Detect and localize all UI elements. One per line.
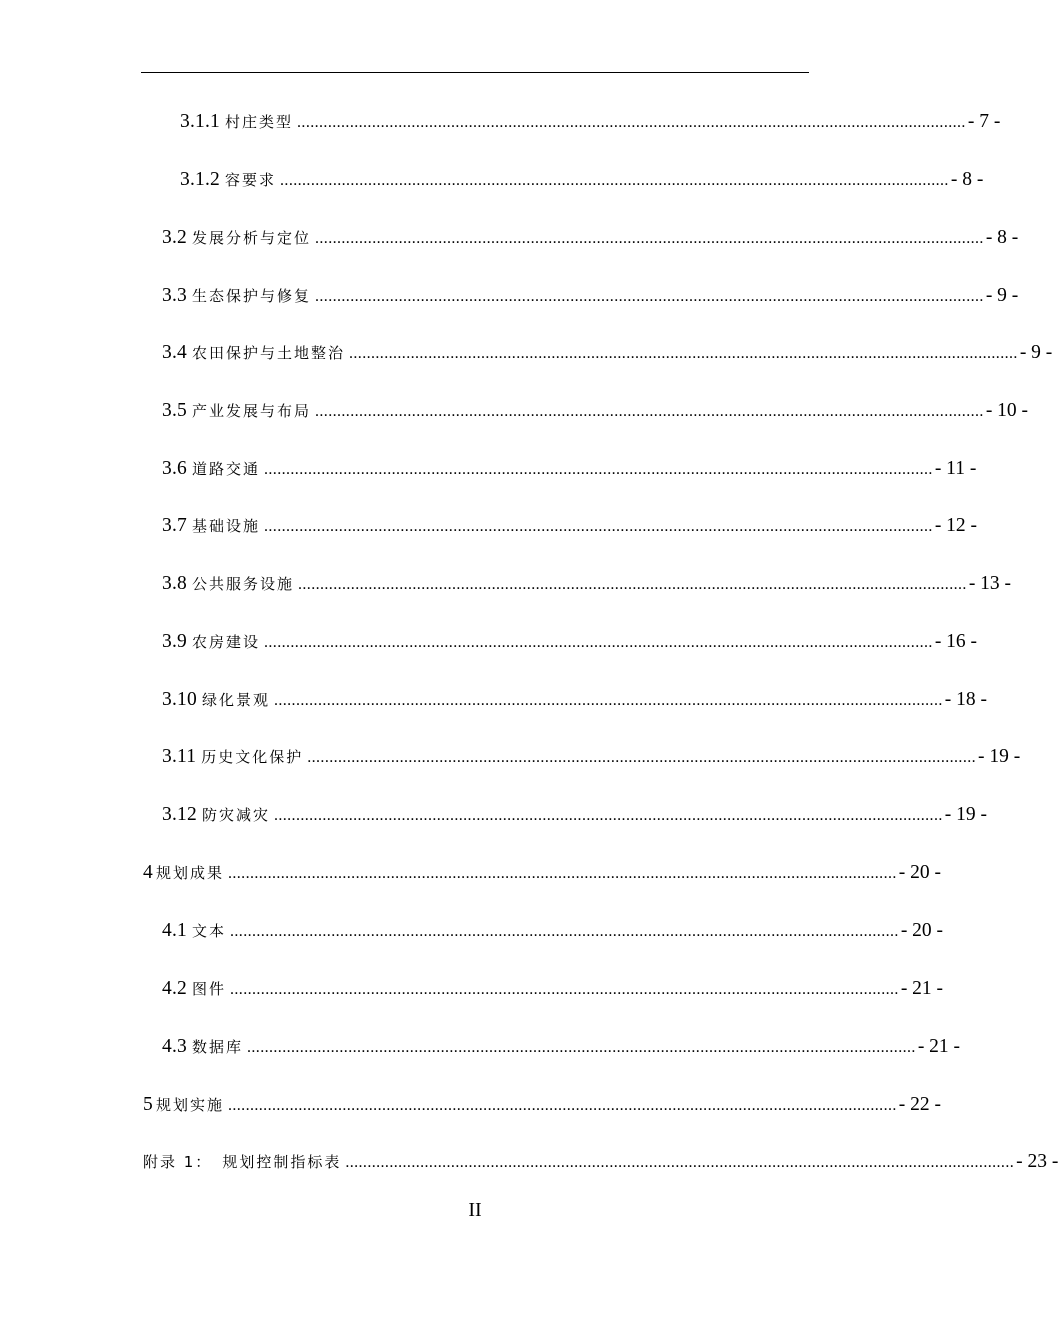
toc-number: 附录 1： bbox=[143, 1153, 213, 1171]
toc-entry-3-2[interactable] bbox=[162, 226, 1019, 250]
toc-number: 3.1.1 bbox=[180, 111, 220, 132]
toc-title: 规划实施 bbox=[155, 1096, 224, 1114]
toc-number: 3.12 bbox=[162, 804, 197, 825]
toc-leader: ........................................................................................................................................................ bbox=[230, 923, 899, 940]
toc-entry-3-1-1[interactable] bbox=[180, 110, 1001, 134]
toc-leader: ........................................................................................................................................................ bbox=[264, 634, 933, 651]
toc-leader: ........................................................................................................................................................ bbox=[273, 807, 943, 824]
toc-number: 3.6 bbox=[162, 458, 187, 479]
toc-leader: ........................................................................................................................................................ bbox=[247, 1039, 916, 1056]
toc-entry-appendix-1[interactable] bbox=[143, 1150, 1058, 1174]
toc-entry-5[interactable] bbox=[143, 1093, 942, 1117]
toc-entry-4-2[interactable] bbox=[162, 977, 944, 1001]
toc-number: 3.3 bbox=[162, 285, 187, 306]
toc-page-number: - 16 - bbox=[934, 631, 978, 652]
toc-page-number: - 20 - bbox=[900, 920, 944, 941]
toc-page-number: - 11 - bbox=[934, 458, 977, 479]
toc-page-number: - 18 - bbox=[944, 689, 988, 710]
toc-page-number: - 8 - bbox=[950, 169, 984, 190]
toc-title: 农田保护与土地整治 bbox=[191, 344, 345, 362]
toc-title: 村庄类型 bbox=[225, 113, 294, 131]
toc-leader: ........................................................................................................................................................ bbox=[315, 288, 984, 305]
toc-page-number: - 12 - bbox=[934, 515, 978, 536]
toc-title: 容要求 bbox=[225, 171, 277, 189]
toc-page-number: - 19 - bbox=[944, 804, 988, 825]
toc-number: 3.9 bbox=[162, 631, 187, 652]
toc-entry-3-6[interactable] bbox=[162, 457, 977, 481]
toc-number: 4.2 bbox=[162, 978, 187, 999]
toc-title: 发展分析与定位 bbox=[191, 229, 311, 247]
toc-title: 绿化景观 bbox=[201, 691, 270, 709]
toc-number: 3.8 bbox=[162, 573, 187, 594]
toc-title: 历史文化保护 bbox=[201, 748, 304, 766]
toc-leader: ........................................................................................................................................................ bbox=[227, 865, 897, 882]
toc-title: 规划成果 bbox=[155, 864, 224, 882]
toc-number: 4 bbox=[143, 862, 153, 883]
toc-title: 产业发展与布局 bbox=[191, 402, 311, 420]
toc-leader: ........................................................................................................................................................ bbox=[307, 749, 977, 766]
toc-page-number: - 21 - bbox=[900, 978, 944, 999]
toc-number: 3.4 bbox=[162, 342, 187, 363]
toc-leader: ........................................................................................................................................................ bbox=[273, 692, 943, 709]
toc-number: 3.7 bbox=[162, 515, 187, 536]
toc-page-number: - 22 - bbox=[898, 1094, 942, 1115]
toc-page-number: - 21 - bbox=[917, 1036, 961, 1057]
toc-entry-4-1[interactable] bbox=[162, 919, 944, 943]
toc-title: 道路交通 bbox=[191, 460, 260, 478]
toc-page-number: - 23 - bbox=[1016, 1151, 1058, 1172]
toc-leader: ........................................................................................................................................................ bbox=[315, 403, 984, 420]
toc-entry-3-12[interactable] bbox=[162, 803, 988, 827]
toc-entry-3-3[interactable] bbox=[162, 284, 1019, 308]
toc-leader: ........................................................................................................................................................ bbox=[264, 461, 933, 478]
toc-leader: ........................................................................................................................................................ bbox=[280, 172, 949, 189]
toc-entry-3-5[interactable] bbox=[162, 399, 1029, 423]
toc-entry-3-7[interactable] bbox=[162, 514, 978, 538]
toc-page-number: - 20 - bbox=[898, 862, 942, 883]
toc-number: 4.1 bbox=[162, 920, 187, 941]
toc-leader: ........................................................................................................................................................ bbox=[297, 114, 966, 131]
toc-number: 3.2 bbox=[162, 227, 187, 248]
toc-page-number: - 7 - bbox=[967, 111, 1001, 132]
toc-entry-4-3[interactable] bbox=[162, 1035, 961, 1059]
toc-entry-3-4[interactable] bbox=[162, 341, 1053, 365]
toc-title: 公共服务设施 bbox=[191, 575, 294, 593]
toc-page-number: - 13 - bbox=[968, 573, 1012, 594]
toc-entry-3-8[interactable] bbox=[162, 572, 1012, 596]
toc-number: 3.5 bbox=[162, 400, 187, 421]
toc-leader: ........................................................................................................................................................ bbox=[298, 576, 967, 593]
footer-page-number: II bbox=[468, 1199, 482, 1221]
toc-entry-3-9[interactable] bbox=[162, 630, 978, 654]
toc-number: 3.1.2 bbox=[180, 169, 220, 190]
toc-leader: ........................................................................................................................................................ bbox=[264, 518, 933, 535]
toc-title: 防灾减灾 bbox=[201, 806, 270, 824]
toc-title: 农房建设 bbox=[191, 633, 260, 651]
toc-number: 4.3 bbox=[162, 1036, 187, 1057]
toc-page-number: - 10 - bbox=[985, 400, 1029, 421]
toc-title: 数据库 bbox=[191, 1038, 243, 1056]
toc-title: 生态保护与修复 bbox=[191, 287, 311, 305]
toc-leader: ........................................................................................................................................................ bbox=[315, 230, 984, 247]
toc-page-number: - 19 - bbox=[978, 746, 1021, 767]
toc-leader: ........................................................................................................................................................ bbox=[230, 981, 899, 998]
toc-leader: ........................................................................................................................................................ bbox=[345, 1154, 1015, 1171]
toc-title: 图件 bbox=[191, 980, 226, 998]
toc-entry-3-10[interactable] bbox=[162, 688, 988, 712]
toc-leader: ........................................................................................................................................................ bbox=[227, 1097, 897, 1114]
toc-entry-3-1-2[interactable] bbox=[180, 168, 984, 192]
toc-entry-3-11[interactable] bbox=[162, 745, 1021, 769]
toc-page-number: - 9 - bbox=[985, 285, 1019, 306]
toc-title: 基础设施 bbox=[191, 517, 260, 535]
toc-number: 3.10 bbox=[162, 689, 197, 710]
toc-page-number: - 9 - bbox=[1019, 342, 1053, 363]
toc-page-number: - 8 - bbox=[985, 227, 1019, 248]
toc-title: 文本 bbox=[191, 922, 226, 940]
toc-number: 3.11 bbox=[162, 746, 197, 767]
toc-entry-4[interactable] bbox=[143, 861, 942, 885]
toc-leader: ........................................................................................................................................................ bbox=[349, 345, 1018, 362]
toc-number: 5 bbox=[143, 1094, 153, 1115]
toc-title: 规划控制指标表 bbox=[222, 1153, 342, 1171]
